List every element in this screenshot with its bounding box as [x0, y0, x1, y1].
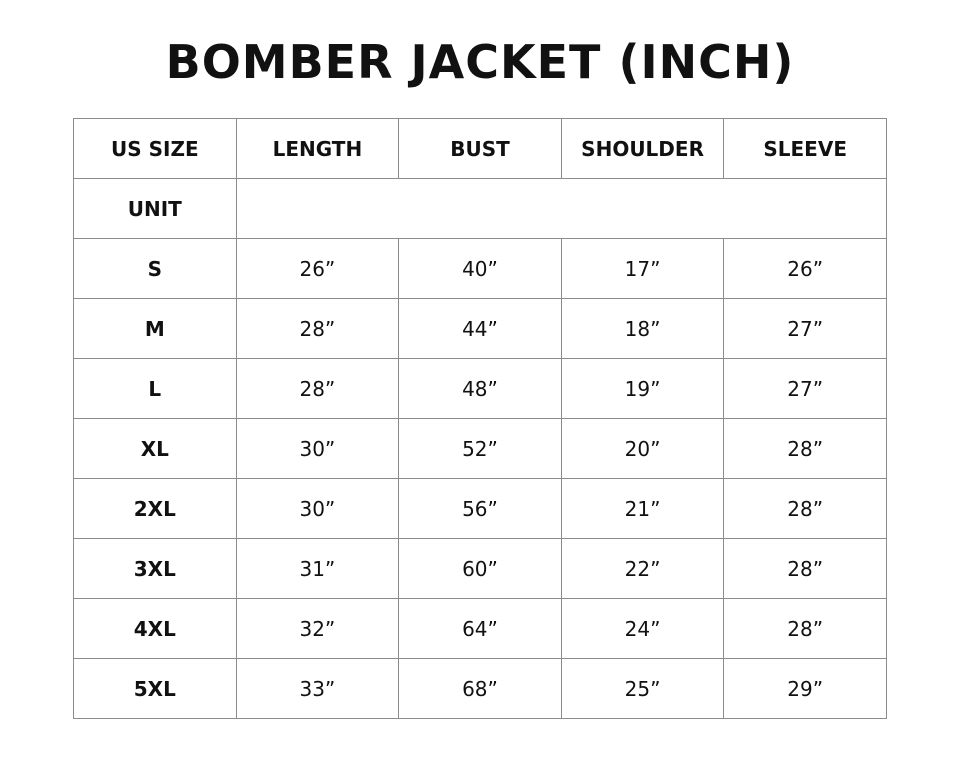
size-cell: 2XL: [74, 479, 237, 539]
sleeve-cell: 28”: [724, 599, 887, 659]
header-length: LENGTH: [236, 119, 399, 179]
sleeve-cell: 26”: [724, 239, 887, 299]
table-row: [74, 599, 887, 659]
table-row: [74, 239, 887, 299]
table-row: [74, 359, 887, 419]
size-cell: XL: [74, 419, 237, 479]
bust-cell: 52”: [399, 419, 562, 479]
page-title: BOMBER JACKET (INCH): [165, 35, 795, 89]
sleeve-cell: 28”: [724, 479, 887, 539]
size-chart-table: [73, 118, 887, 719]
length-cell: 31”: [236, 539, 399, 599]
header-bust: BUST: [399, 119, 562, 179]
length-cell: 26”: [236, 239, 399, 299]
bust-cell: 40”: [399, 239, 562, 299]
sleeve-cell: 27”: [724, 359, 887, 419]
shoulder-cell: 20”: [561, 419, 724, 479]
length-cell: 32”: [236, 599, 399, 659]
header-us-size: US SIZE: [74, 119, 237, 179]
header-shoulder: SHOULDER: [561, 119, 724, 179]
length-cell: 28”: [236, 359, 399, 419]
shoulder-cell: 21”: [561, 479, 724, 539]
sleeve-cell: 29”: [724, 659, 887, 719]
length-cell: 28”: [236, 299, 399, 359]
bust-cell: 44”: [399, 299, 562, 359]
size-cell: L: [74, 359, 237, 419]
shoulder-cell: 19”: [561, 359, 724, 419]
table-row: [74, 419, 887, 479]
sleeve-cell: 28”: [724, 539, 887, 599]
bust-cell: 56”: [399, 479, 562, 539]
bust-cell: 64”: [399, 599, 562, 659]
header-sleeve: SLEEVE: [724, 119, 887, 179]
shoulder-cell: 25”: [561, 659, 724, 719]
sleeve-cell: 27”: [724, 299, 887, 359]
shoulder-cell: 24”: [561, 599, 724, 659]
size-cell: S: [74, 239, 237, 299]
shoulder-cell: 17”: [561, 239, 724, 299]
unit-value: [236, 179, 886, 239]
size-cell: M: [74, 299, 237, 359]
length-cell: 30”: [236, 419, 399, 479]
table-row: [74, 479, 887, 539]
sleeve-cell: 28”: [724, 419, 887, 479]
header-row: [74, 119, 887, 179]
length-cell: 33”: [236, 659, 399, 719]
size-cell: 5XL: [74, 659, 237, 719]
length-cell: 30”: [236, 479, 399, 539]
table-row: [74, 659, 887, 719]
bust-cell: 68”: [399, 659, 562, 719]
table-row: [74, 539, 887, 599]
bust-cell: 48”: [399, 359, 562, 419]
shoulder-cell: 18”: [561, 299, 724, 359]
unit-row: [74, 179, 887, 239]
table-row: [74, 299, 887, 359]
unit-label: UNIT: [74, 179, 237, 239]
size-cell: 3XL: [74, 539, 237, 599]
shoulder-cell: 22”: [561, 539, 724, 599]
size-cell: 4XL: [74, 599, 237, 659]
bust-cell: 60”: [399, 539, 562, 599]
